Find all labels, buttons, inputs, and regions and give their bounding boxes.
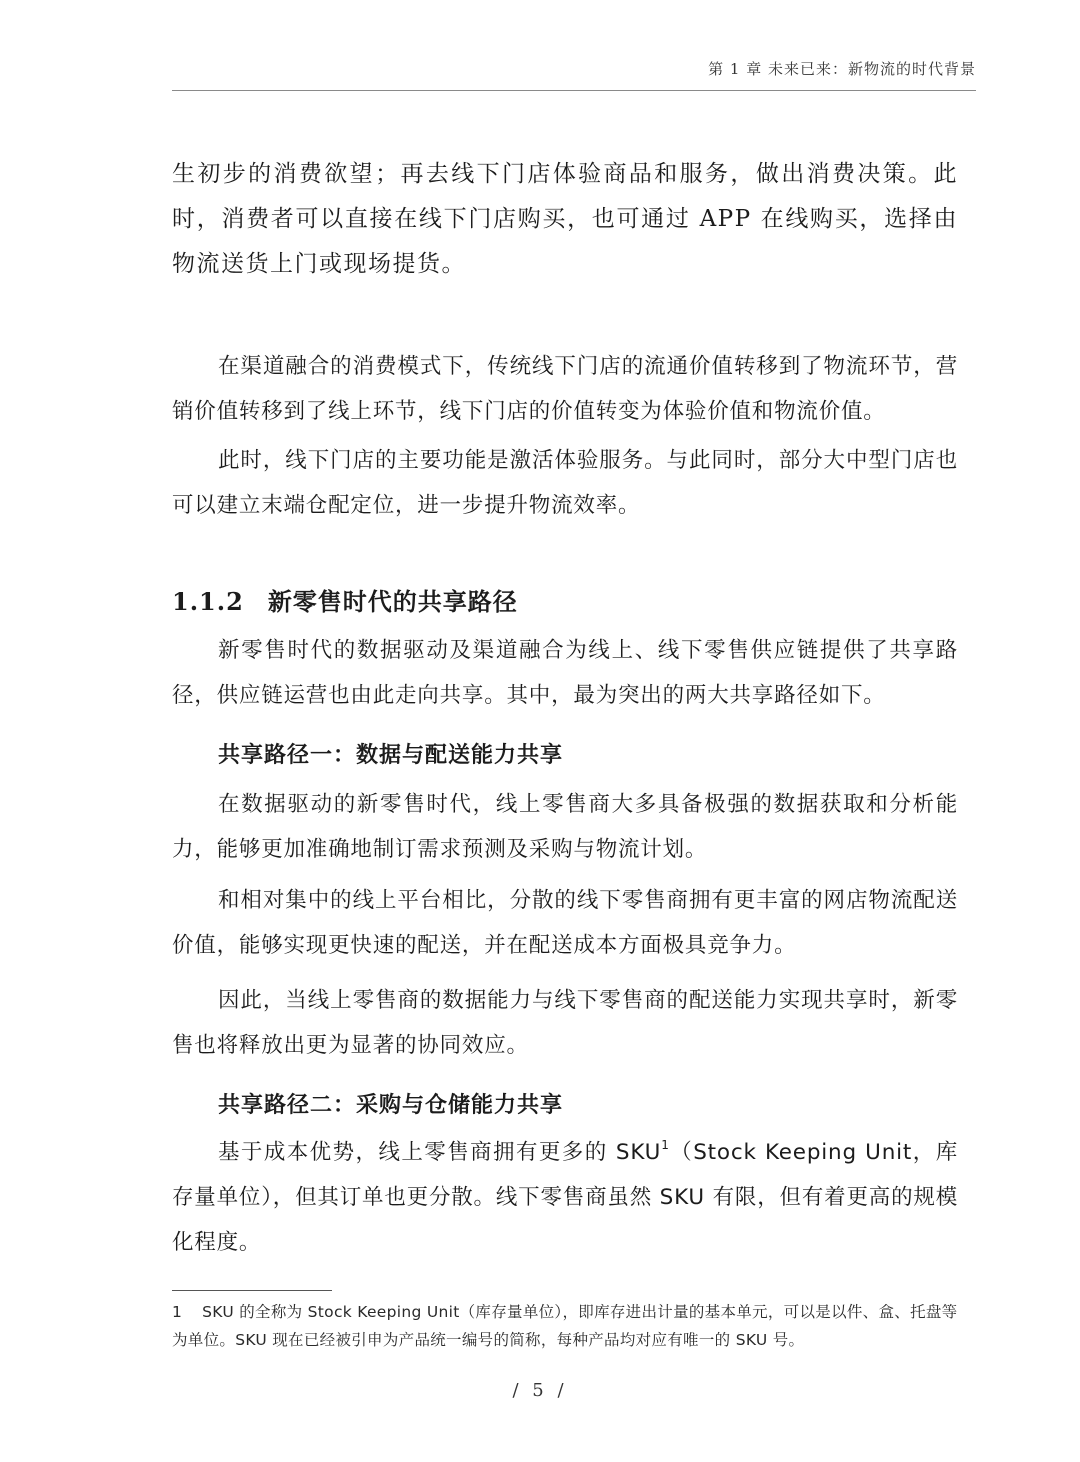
- header-rule: [172, 90, 976, 91]
- subheading-path-one: 共享路径一：数据与配送能力共享: [218, 743, 564, 768]
- footnote-number: 1: [172, 1303, 183, 1321]
- running-header: 第 1 章 未来已来：新物流的时代背景: [708, 60, 976, 78]
- sku-text-end: （Stock Keeping Unit，库存量单位），但其订单也更分散。线下零售商虽然 SKU 有限，但有着更高的规模化程度。: [172, 1140, 958, 1255]
- footnote-reference[interactable]: 1: [661, 1137, 670, 1152]
- footnote-text: SKU 的全称为 Stock Keeping Unit（库存量单位），即库存进出计量的基本单元，可以是以件、盒、托盘等为单位。SKU 现在已经被引申为产品统一编号的简称，每种产品均对应有唯一的 SKU 号。: [172, 1303, 958, 1349]
- paragraph-sku: [172, 1130, 958, 1265]
- footnote-rule: [172, 1290, 332, 1291]
- subheading-path-two: 共享路径二：采购与仓储能力共享: [218, 1093, 564, 1118]
- paragraph-consumer-path: 生初步的消费欲望；再去线下门店体验商品和服务，做出消费决策。此时，消费者可以直接在线下门店购买，也可通过 APP 在线购买，选择由物流送货上门或现场提货。: [172, 161, 958, 277]
- footnote: [172, 1298, 962, 1354]
- page-number: / 5 /: [512, 1380, 568, 1401]
- paragraph-synergy: 因此，当线上零售商的数据能力与线下零售商的配送能力实现共享时，新零售也将释放出更为显著的协同效应。: [172, 988, 958, 1058]
- section-number: 1.1.2: [172, 587, 244, 616]
- paragraph-shared-path-intro: 新零售时代的数据驱动及渠道融合为线上、线下零售供应链提供了共享路径，供应链运营也由此走向共享。其中，最为突出的两大共享路径如下。: [172, 638, 958, 708]
- sku-text-start: 基于成本优势，线上零售商拥有更多的 SKU: [218, 1140, 662, 1165]
- paragraph-delivery-value: 和相对集中的线上平台相比，分散的线下零售商拥有更丰富的网店物流配送价值，能够实现更快速的配送，并在配送成本方面极具竞争力。: [172, 888, 958, 958]
- section-title: 新零售时代的共享路径: [267, 587, 518, 616]
- paragraph-data-capability: 在数据驱动的新零售时代，线上零售商大多具备极强的数据获取和分析能力，能够更加准确地制订需求预测及采购与物流计划。: [172, 792, 958, 862]
- section-heading: [172, 582, 518, 617]
- paragraph-channel-fusion: 在渠道融合的消费模式下，传统线下门店的流通价值转移到了物流环节，营销价值转移到了线上环节，线下门店的价值转变为体验价值和物流价值。: [172, 354, 958, 424]
- paragraph-store-function: 此时，线下门店的主要功能是激活体验服务。与此同时，部分大中型门店也可以建立末端仓配定位，进一步提升物流效率。: [172, 448, 958, 518]
